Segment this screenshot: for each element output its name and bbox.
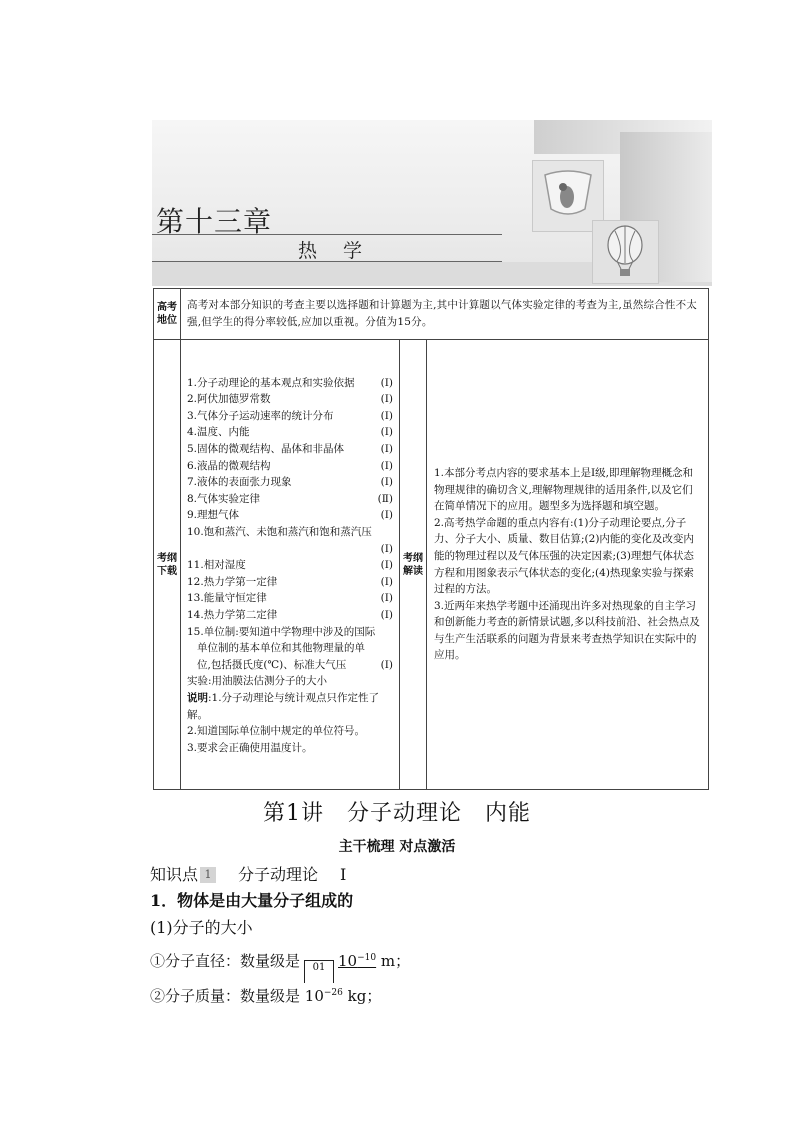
- text-line: 1．物体是由大量分子组成的: [150, 891, 354, 910]
- list-item: 1.分子动理论的基本观点和实验依据 (Ⅰ): [187, 376, 393, 389]
- list-item: 13.能量守恒定律 (Ⅰ): [187, 592, 393, 605]
- row-label-syllabus: 考纲下载: [154, 340, 181, 790]
- section-heading: 主干梳理 对点激活: [338, 839, 456, 855]
- table-row: [154, 289, 709, 340]
- list-item: 8.气体实验定律 (Ⅱ): [187, 492, 393, 505]
- list-item: 单位制的基本单位和其他物理量的单: [197, 642, 365, 655]
- list-item: 15.单位制:要知道中学物理中涉及的国际: [187, 625, 376, 638]
- divider: [152, 261, 502, 262]
- kp-number-badge: 1: [200, 867, 216, 883]
- exam-status-text: 高考对本部分知识的考查主要以选择题和计算题为主,其中计算题以气体实验定律的考查为主,虽然综合性不太强,但学生的得分率较低,应加以重视。分值为15分。: [181, 289, 709, 340]
- chapter-title: 第十三章: [156, 205, 273, 238]
- list-item: 11.相对湿度 (Ⅰ): [187, 559, 393, 572]
- interpretation-text: [427, 340, 709, 790]
- note-text: 说明:1.分子动理论与统计观点只作定性了解。: [187, 691, 380, 721]
- chapter-banner: [152, 120, 712, 286]
- interpretation-paragraph: 1.本部分考点内容的要求基本上是Ⅰ级,即理解物理概念和物理规律的确切含义,理解物理规律的适用条件,以及它们在简单情况下的应用。题型多为选择题和填空题。: [434, 466, 694, 513]
- lecture-title: 第1讲 分子动理论 内能: [263, 801, 531, 826]
- text-line: ①分子直径：数量级是 01 $10^{-10}$ m；: [150, 950, 410, 983]
- text-line: ②分子质量：数量级是 $10^{-26}$ kg；: [150, 987, 382, 1005]
- list-item: 12.热力学第一定律 (Ⅰ): [187, 575, 393, 588]
- list-item: 4.温度、内能 (Ⅰ): [187, 426, 393, 439]
- divider: [152, 234, 502, 235]
- row-label-interpretation: 考纲解读: [400, 340, 427, 790]
- note-text: 2.知道国际单位制中规定的单位符号。: [187, 725, 366, 738]
- list-item: 位,包括摄氏度(℃)、标准大气压 (Ⅰ): [197, 658, 393, 671]
- list-item: 7.液体的表面张力现象 (Ⅰ): [187, 476, 393, 489]
- list-item: 14.热力学第二定律 (Ⅰ): [187, 608, 393, 621]
- list-item: 3.气体分子运动速率的统计分布 (Ⅰ): [187, 409, 393, 422]
- answer-value: $10^{-10}$: [338, 952, 377, 970]
- syllabus-list: [181, 340, 400, 790]
- interpretation-paragraph: 2.高考热学命题的重点内容有:(1)分子动理论要点,分子力、分子大小、质量、数目估算;(2)内能的变化及改变内能的物理过程以及气体压强的决定因素;(3)理想气体状态方程和用图象表示气体状态的变化;(4)热现象实验与探索过程的方法。: [434, 516, 694, 596]
- list-item: 10.饱和蒸汽、未饱和蒸汽和饱和蒸汽压: [187, 526, 372, 539]
- list-item-level: (Ⅰ): [380, 542, 393, 555]
- list-item: 5.固体的微观结构、晶体和非晶体 (Ⅰ): [187, 443, 393, 456]
- chapter-subject: 热学: [298, 240, 389, 262]
- text-line: (1)分子的大小: [150, 918, 253, 937]
- exam-outline-table: [153, 288, 709, 790]
- knowledge-point-heading: [150, 862, 346, 885]
- kp-label: 知识点: [150, 865, 199, 884]
- interpretation-paragraph: 3.近两年来热学考题中还涌现出许多对热现象的自主学习和创新能力考查的新情景试题,多以科技前沿、社会热点及与生产生活联系的问题为背景来考查热学知识在实际中的应用。: [434, 599, 700, 662]
- list-item: 2.阿伏加德罗常数 (Ⅰ): [187, 393, 393, 406]
- hot-air-balloon-photo: [592, 220, 659, 284]
- kp-name: 分子动理论: [238, 865, 319, 884]
- experiment-line: 实验:用油膜法估测分子的大小: [187, 675, 328, 688]
- row-label-exam-status: 高考地位: [154, 289, 181, 340]
- kp-level: Ⅰ: [340, 865, 347, 884]
- table-row: [154, 340, 709, 790]
- answer-blank-box: 01: [304, 960, 334, 983]
- list-item: 6.液晶的微观结构 (Ⅰ): [187, 459, 393, 472]
- note-text: 3.要求会正确使用温度计。: [187, 741, 313, 754]
- list-item: 9.理想气体 (Ⅰ): [187, 509, 393, 522]
